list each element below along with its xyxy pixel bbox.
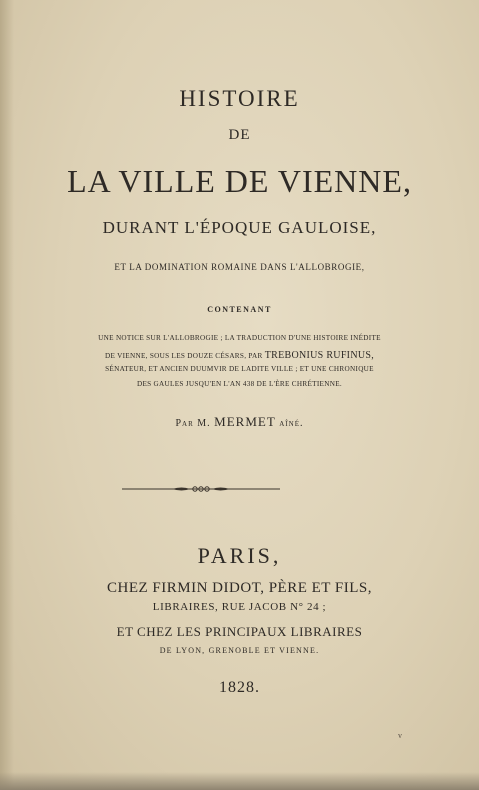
signature-mark: v [398,731,402,740]
contenant-label: CONTENANT [207,305,272,314]
contents-line-4: DES GAULES JUSQU'EN L'AN 438 DE L'ÈRE CHRÉTIENNE. [136,380,343,388]
imprint-publisher: CHEZ FIRMIN DIDOT, PÈRE ET FILS, [106,580,373,596]
author-name: MERMET [214,414,276,429]
page-bottom-shadow [0,772,479,790]
imprint-year: 1828. [219,679,260,696]
author-par: Par M. [175,418,215,429]
imprint-cities: DE LYON, GRENOBLE ET VIENNE. [159,646,320,655]
page-edge-shadow [0,0,14,790]
title-ville-de-vienne: LA VILLE DE VIENNE, [67,163,412,199]
contents-line-3: SÉNATEUR, ET ANCIEN DUUMVIR DE LADITE VILLE ; ET UNE CHRONIQUE [105,365,374,373]
ornament-rule-icon [122,484,280,494]
imprint-paris: PARIS, [197,543,282,568]
author-aine: aîné. [275,418,304,429]
title-histoire: HISTOIRE [179,86,300,111]
contents-line-2 [0,350,479,361]
subtitle-epoque-gauloise: DURANT L'ÉPOQUE GAULOISE, [102,218,377,237]
title-de: DE [228,127,251,143]
subtitle-domination-romaine: ET LA DOMINATION ROMAINE DANS L'ALLOBROGIE, [114,262,365,272]
author-trebonius: TREBONIUS RUFINUS, [264,350,375,361]
contents-line-1: UNE NOTICE SUR L'ALLOBROGIE ; LA TRADUCTION D'UNE HISTOIRE INÉDITE [98,334,381,342]
imprint-address: LIBRAIRES, RUE JACOB N° 24 ; [152,601,327,613]
imprint-other-booksellers: ET CHEZ LES PRINCIPAUX LIBRAIRES [116,624,363,639]
author-line [0,414,479,430]
contents-line-2-text: DE VIENNE, SOUS LES DOUZE CÉSARS, PAR [104,352,265,360]
